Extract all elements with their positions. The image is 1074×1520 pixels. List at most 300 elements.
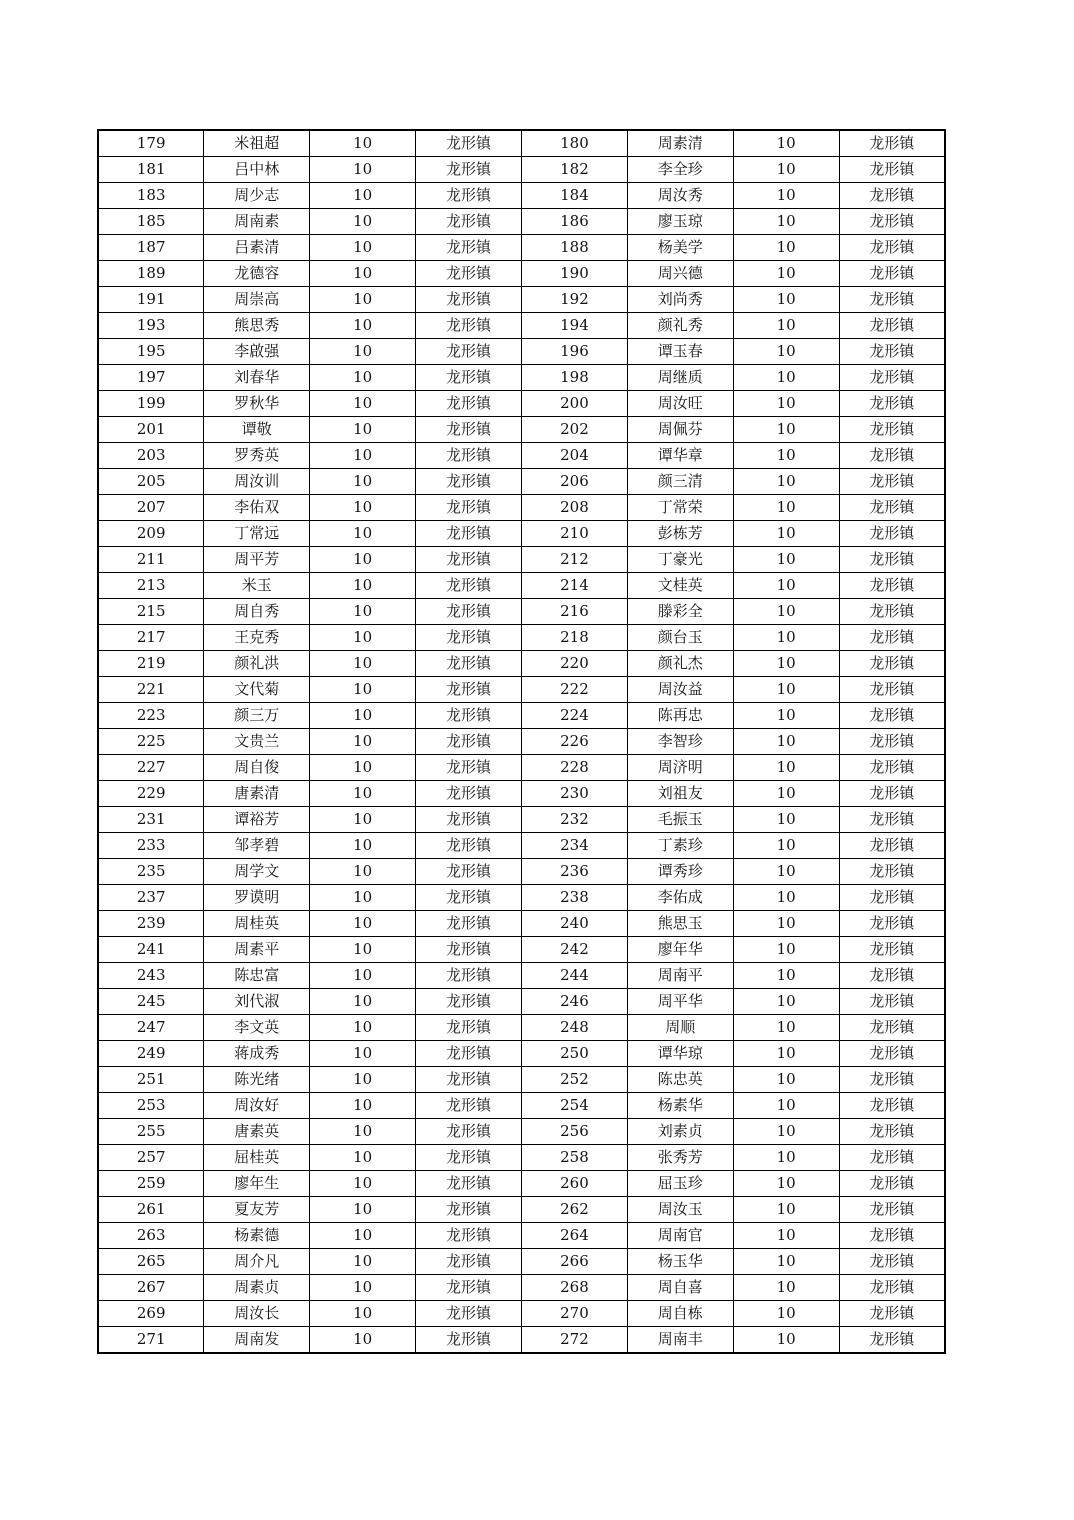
name-cell: 陈光绪	[204, 1067, 310, 1093]
name-cell: 李佑双	[204, 495, 310, 521]
town-cell: 龙形镇	[839, 183, 945, 209]
amount-cell: 10	[310, 495, 416, 521]
index-cell: 222	[522, 677, 628, 703]
amount-cell: 10	[733, 885, 839, 911]
table-row	[98, 1041, 945, 1067]
table-row	[98, 963, 945, 989]
name-cell: 杨玉华	[627, 1249, 733, 1275]
index-cell: 258	[522, 1145, 628, 1171]
town-cell: 龙形镇	[839, 313, 945, 339]
name-cell: 周汝长	[204, 1301, 310, 1327]
name-cell: 谭华章	[627, 443, 733, 469]
index-cell: 235	[98, 859, 204, 885]
name-cell: 丁豪光	[627, 547, 733, 573]
table-row	[98, 313, 945, 339]
index-cell: 192	[522, 287, 628, 313]
town-cell: 龙形镇	[416, 859, 522, 885]
index-cell: 223	[98, 703, 204, 729]
town-cell: 龙形镇	[839, 599, 945, 625]
town-cell: 龙形镇	[416, 1275, 522, 1301]
table-row	[98, 651, 945, 677]
town-cell: 龙形镇	[839, 130, 945, 157]
town-cell: 龙形镇	[416, 1171, 522, 1197]
town-cell: 龙形镇	[839, 521, 945, 547]
name-cell: 颜台玉	[627, 625, 733, 651]
index-cell: 229	[98, 781, 204, 807]
town-cell: 龙形镇	[839, 677, 945, 703]
name-cell: 米玉	[204, 573, 310, 599]
name-cell: 李佑成	[627, 885, 733, 911]
town-cell: 龙形镇	[839, 365, 945, 391]
amount-cell: 10	[310, 1119, 416, 1145]
name-cell: 李文英	[204, 1015, 310, 1041]
table-row	[98, 547, 945, 573]
table-row	[98, 1275, 945, 1301]
name-cell: 唐素英	[204, 1119, 310, 1145]
index-cell: 263	[98, 1223, 204, 1249]
index-cell: 201	[98, 417, 204, 443]
town-cell: 龙形镇	[839, 287, 945, 313]
town-cell: 龙形镇	[839, 1223, 945, 1249]
amount-cell: 10	[310, 781, 416, 807]
table-row	[98, 183, 945, 209]
name-cell: 周继质	[627, 365, 733, 391]
index-cell: 239	[98, 911, 204, 937]
name-cell: 罗秋华	[204, 391, 310, 417]
name-cell: 米祖超	[204, 130, 310, 157]
amount-cell: 10	[310, 339, 416, 365]
name-cell: 颜礼杰	[627, 651, 733, 677]
town-cell: 龙形镇	[839, 911, 945, 937]
amount-cell: 10	[733, 1327, 839, 1354]
index-cell: 272	[522, 1327, 628, 1354]
name-cell: 周南丰	[627, 1327, 733, 1354]
amount-cell: 10	[310, 963, 416, 989]
town-cell: 龙形镇	[839, 989, 945, 1015]
name-cell: 熊思玉	[627, 911, 733, 937]
amount-cell: 10	[310, 989, 416, 1015]
amount-cell: 10	[310, 807, 416, 833]
amount-cell: 10	[733, 573, 839, 599]
name-cell: 刘代淑	[204, 989, 310, 1015]
name-cell: 周汝秀	[627, 183, 733, 209]
amount-cell: 10	[733, 833, 839, 859]
amount-cell: 10	[310, 235, 416, 261]
name-cell: 吕素清	[204, 235, 310, 261]
town-cell: 龙形镇	[839, 1327, 945, 1354]
amount-cell: 10	[310, 469, 416, 495]
amount-cell: 10	[310, 573, 416, 599]
name-cell: 廖玉琼	[627, 209, 733, 235]
amount-cell: 10	[310, 729, 416, 755]
town-cell: 龙形镇	[416, 625, 522, 651]
town-cell: 龙形镇	[839, 547, 945, 573]
town-cell: 龙形镇	[839, 1145, 945, 1171]
amount-cell: 10	[733, 417, 839, 443]
name-cell: 罗秀英	[204, 443, 310, 469]
roster-table	[97, 129, 946, 1354]
town-cell: 龙形镇	[839, 755, 945, 781]
name-cell: 刘素贞	[627, 1119, 733, 1145]
town-cell: 龙形镇	[416, 1093, 522, 1119]
town-cell: 龙形镇	[416, 469, 522, 495]
amount-cell: 10	[310, 1093, 416, 1119]
amount-cell: 10	[733, 1223, 839, 1249]
index-cell: 252	[522, 1067, 628, 1093]
index-cell: 227	[98, 755, 204, 781]
name-cell: 周南发	[204, 1327, 310, 1354]
index-cell: 213	[98, 573, 204, 599]
amount-cell: 10	[733, 1145, 839, 1171]
index-cell: 253	[98, 1093, 204, 1119]
name-cell: 周南素	[204, 209, 310, 235]
index-cell: 216	[522, 599, 628, 625]
table-row	[98, 157, 945, 183]
index-cell: 190	[522, 261, 628, 287]
name-cell: 邹孝碧	[204, 833, 310, 859]
name-cell: 颜三万	[204, 703, 310, 729]
name-cell: 唐素清	[204, 781, 310, 807]
amount-cell: 10	[310, 755, 416, 781]
index-cell: 255	[98, 1119, 204, 1145]
table-row	[98, 781, 945, 807]
name-cell: 丁常荣	[627, 495, 733, 521]
name-cell: 周济明	[627, 755, 733, 781]
town-cell: 龙形镇	[416, 1015, 522, 1041]
town-cell: 龙形镇	[416, 1119, 522, 1145]
index-cell: 182	[522, 157, 628, 183]
name-cell: 文代菊	[204, 677, 310, 703]
index-cell: 205	[98, 469, 204, 495]
index-cell: 244	[522, 963, 628, 989]
table-row	[98, 443, 945, 469]
index-cell: 267	[98, 1275, 204, 1301]
amount-cell: 10	[310, 547, 416, 573]
index-cell: 197	[98, 365, 204, 391]
table-row	[98, 391, 945, 417]
amount-cell: 10	[733, 1249, 839, 1275]
index-cell: 270	[522, 1301, 628, 1327]
index-cell: 242	[522, 937, 628, 963]
index-cell: 256	[522, 1119, 628, 1145]
amount-cell: 10	[310, 443, 416, 469]
index-cell: 265	[98, 1249, 204, 1275]
name-cell: 周南平	[627, 963, 733, 989]
index-cell: 243	[98, 963, 204, 989]
amount-cell: 10	[733, 729, 839, 755]
amount-cell: 10	[310, 365, 416, 391]
amount-cell: 10	[310, 1067, 416, 1093]
name-cell: 廖年华	[627, 937, 733, 963]
index-cell: 260	[522, 1171, 628, 1197]
table-row	[98, 209, 945, 235]
index-cell: 245	[98, 989, 204, 1015]
amount-cell: 10	[733, 625, 839, 651]
amount-cell: 10	[310, 261, 416, 287]
table-row	[98, 521, 945, 547]
town-cell: 龙形镇	[416, 495, 522, 521]
name-cell: 周自俊	[204, 755, 310, 781]
index-cell: 202	[522, 417, 628, 443]
name-cell: 周汝好	[204, 1093, 310, 1119]
index-cell: 219	[98, 651, 204, 677]
table-row	[98, 1119, 945, 1145]
town-cell: 龙形镇	[839, 1015, 945, 1041]
index-cell: 257	[98, 1145, 204, 1171]
town-cell: 龙形镇	[416, 1145, 522, 1171]
name-cell: 丁素珍	[627, 833, 733, 859]
amount-cell: 10	[310, 625, 416, 651]
table-row	[98, 1223, 945, 1249]
name-cell: 丁常远	[204, 521, 310, 547]
table-row	[98, 859, 945, 885]
amount-cell: 10	[733, 1119, 839, 1145]
name-cell: 周佩芬	[627, 417, 733, 443]
index-cell: 211	[98, 547, 204, 573]
table-row	[98, 365, 945, 391]
name-cell: 屈桂英	[204, 1145, 310, 1171]
table-row	[98, 1093, 945, 1119]
amount-cell: 10	[310, 833, 416, 859]
index-cell: 204	[522, 443, 628, 469]
amount-cell: 10	[310, 1171, 416, 1197]
amount-cell: 10	[310, 1327, 416, 1354]
amount-cell: 10	[310, 599, 416, 625]
table-row	[98, 1015, 945, 1041]
amount-cell: 10	[310, 157, 416, 183]
table-row	[98, 729, 945, 755]
amount-cell: 10	[733, 547, 839, 573]
town-cell: 龙形镇	[839, 729, 945, 755]
name-cell: 罗谟明	[204, 885, 310, 911]
town-cell: 龙形镇	[416, 1067, 522, 1093]
town-cell: 龙形镇	[839, 339, 945, 365]
name-cell: 谭玉春	[627, 339, 733, 365]
name-cell: 周崇高	[204, 287, 310, 313]
index-cell: 191	[98, 287, 204, 313]
index-cell: 206	[522, 469, 628, 495]
amount-cell: 10	[310, 651, 416, 677]
town-cell: 龙形镇	[416, 573, 522, 599]
town-cell: 龙形镇	[839, 1249, 945, 1275]
amount-cell: 10	[733, 209, 839, 235]
table-row	[98, 989, 945, 1015]
amount-cell: 10	[310, 1301, 416, 1327]
index-cell: 261	[98, 1197, 204, 1223]
amount-cell: 10	[310, 417, 416, 443]
index-cell: 195	[98, 339, 204, 365]
town-cell: 龙形镇	[839, 963, 945, 989]
town-cell: 龙形镇	[416, 261, 522, 287]
amount-cell: 10	[310, 209, 416, 235]
table-row	[98, 130, 945, 157]
amount-cell: 10	[733, 130, 839, 157]
amount-cell: 10	[733, 469, 839, 495]
table-row	[98, 1145, 945, 1171]
index-cell: 224	[522, 703, 628, 729]
index-cell: 240	[522, 911, 628, 937]
index-cell: 208	[522, 495, 628, 521]
name-cell: 李智珍	[627, 729, 733, 755]
index-cell: 262	[522, 1197, 628, 1223]
name-cell: 周汝训	[204, 469, 310, 495]
amount-cell: 10	[733, 313, 839, 339]
name-cell: 颜礼秀	[627, 313, 733, 339]
amount-cell: 10	[733, 1275, 839, 1301]
index-cell: 203	[98, 443, 204, 469]
index-cell: 241	[98, 937, 204, 963]
town-cell: 龙形镇	[416, 885, 522, 911]
name-cell: 周汝益	[627, 677, 733, 703]
index-cell: 259	[98, 1171, 204, 1197]
index-cell: 179	[98, 130, 204, 157]
name-cell: 谭裕芳	[204, 807, 310, 833]
name-cell: 周自栋	[627, 1301, 733, 1327]
amount-cell: 10	[733, 339, 839, 365]
table-row	[98, 1171, 945, 1197]
amount-cell: 10	[310, 183, 416, 209]
town-cell: 龙形镇	[839, 781, 945, 807]
amount-cell: 10	[733, 807, 839, 833]
name-cell: 周素贞	[204, 1275, 310, 1301]
table-row	[98, 1249, 945, 1275]
town-cell: 龙形镇	[839, 1197, 945, 1223]
amount-cell: 10	[310, 521, 416, 547]
index-cell: 198	[522, 365, 628, 391]
index-cell: 234	[522, 833, 628, 859]
town-cell: 龙形镇	[839, 1171, 945, 1197]
table-row	[98, 1067, 945, 1093]
amount-cell: 10	[310, 1015, 416, 1041]
town-cell: 龙形镇	[416, 807, 522, 833]
index-cell: 233	[98, 833, 204, 859]
name-cell: 周顺	[627, 1015, 733, 1041]
index-cell: 266	[522, 1249, 628, 1275]
name-cell: 谭敬	[204, 417, 310, 443]
town-cell: 龙形镇	[839, 833, 945, 859]
amount-cell: 10	[310, 937, 416, 963]
table-row	[98, 235, 945, 261]
table-row	[98, 1327, 945, 1354]
index-cell: 207	[98, 495, 204, 521]
town-cell: 龙形镇	[839, 1067, 945, 1093]
town-cell: 龙形镇	[416, 130, 522, 157]
index-cell: 228	[522, 755, 628, 781]
index-cell: 271	[98, 1327, 204, 1354]
table-row	[98, 469, 945, 495]
name-cell: 周平华	[627, 989, 733, 1015]
town-cell: 龙形镇	[416, 937, 522, 963]
index-cell: 230	[522, 781, 628, 807]
town-cell: 龙形镇	[839, 625, 945, 651]
name-cell: 颜礼洪	[204, 651, 310, 677]
name-cell: 彭栋芳	[627, 521, 733, 547]
town-cell: 龙形镇	[416, 339, 522, 365]
index-cell: 186	[522, 209, 628, 235]
name-cell: 熊思秀	[204, 313, 310, 339]
amount-cell: 10	[733, 235, 839, 261]
name-cell: 陈忠英	[627, 1067, 733, 1093]
index-cell: 250	[522, 1041, 628, 1067]
index-cell: 181	[98, 157, 204, 183]
index-cell: 189	[98, 261, 204, 287]
index-cell: 180	[522, 130, 628, 157]
index-cell: 218	[522, 625, 628, 651]
index-cell: 188	[522, 235, 628, 261]
town-cell: 龙形镇	[416, 365, 522, 391]
amount-cell: 10	[310, 1041, 416, 1067]
index-cell: 251	[98, 1067, 204, 1093]
name-cell: 李啟强	[204, 339, 310, 365]
town-cell: 龙形镇	[416, 677, 522, 703]
amount-cell: 10	[733, 521, 839, 547]
town-cell: 龙形镇	[416, 989, 522, 1015]
amount-cell: 10	[310, 1275, 416, 1301]
index-cell: 247	[98, 1015, 204, 1041]
index-cell: 249	[98, 1041, 204, 1067]
index-cell: 215	[98, 599, 204, 625]
name-cell: 周自喜	[627, 1275, 733, 1301]
town-cell: 龙形镇	[416, 599, 522, 625]
index-cell: 212	[522, 547, 628, 573]
town-cell: 龙形镇	[839, 391, 945, 417]
amount-cell: 10	[733, 937, 839, 963]
name-cell: 文贵兰	[204, 729, 310, 755]
town-cell: 龙形镇	[416, 1249, 522, 1275]
index-cell: 185	[98, 209, 204, 235]
town-cell: 龙形镇	[416, 1301, 522, 1327]
table-row	[98, 625, 945, 651]
amount-cell: 10	[310, 859, 416, 885]
town-cell: 龙形镇	[839, 495, 945, 521]
name-cell: 滕彩全	[627, 599, 733, 625]
name-cell: 周少志	[204, 183, 310, 209]
table-row	[98, 677, 945, 703]
town-cell: 龙形镇	[416, 651, 522, 677]
name-cell: 颜三清	[627, 469, 733, 495]
name-cell: 谭秀珍	[627, 859, 733, 885]
name-cell: 杨素华	[627, 1093, 733, 1119]
amount-cell: 10	[310, 703, 416, 729]
amount-cell: 10	[733, 183, 839, 209]
table-row	[98, 1197, 945, 1223]
name-cell: 陈忠富	[204, 963, 310, 989]
table-row	[98, 287, 945, 313]
index-cell: 246	[522, 989, 628, 1015]
town-cell: 龙形镇	[416, 417, 522, 443]
amount-cell: 10	[733, 989, 839, 1015]
town-cell: 龙形镇	[839, 885, 945, 911]
index-cell: 199	[98, 391, 204, 417]
name-cell: 周南官	[627, 1223, 733, 1249]
amount-cell: 10	[733, 781, 839, 807]
amount-cell: 10	[733, 911, 839, 937]
town-cell: 龙形镇	[839, 1119, 945, 1145]
index-cell: 237	[98, 885, 204, 911]
name-cell: 杨美学	[627, 235, 733, 261]
town-cell: 龙形镇	[839, 209, 945, 235]
amount-cell: 10	[733, 1093, 839, 1119]
town-cell: 龙形镇	[839, 469, 945, 495]
name-cell: 廖年生	[204, 1171, 310, 1197]
amount-cell: 10	[733, 287, 839, 313]
table-row	[98, 937, 945, 963]
name-cell: 蒋成秀	[204, 1041, 310, 1067]
table-row	[98, 911, 945, 937]
town-cell: 龙形镇	[416, 209, 522, 235]
amount-cell: 10	[310, 1249, 416, 1275]
amount-cell: 10	[310, 911, 416, 937]
